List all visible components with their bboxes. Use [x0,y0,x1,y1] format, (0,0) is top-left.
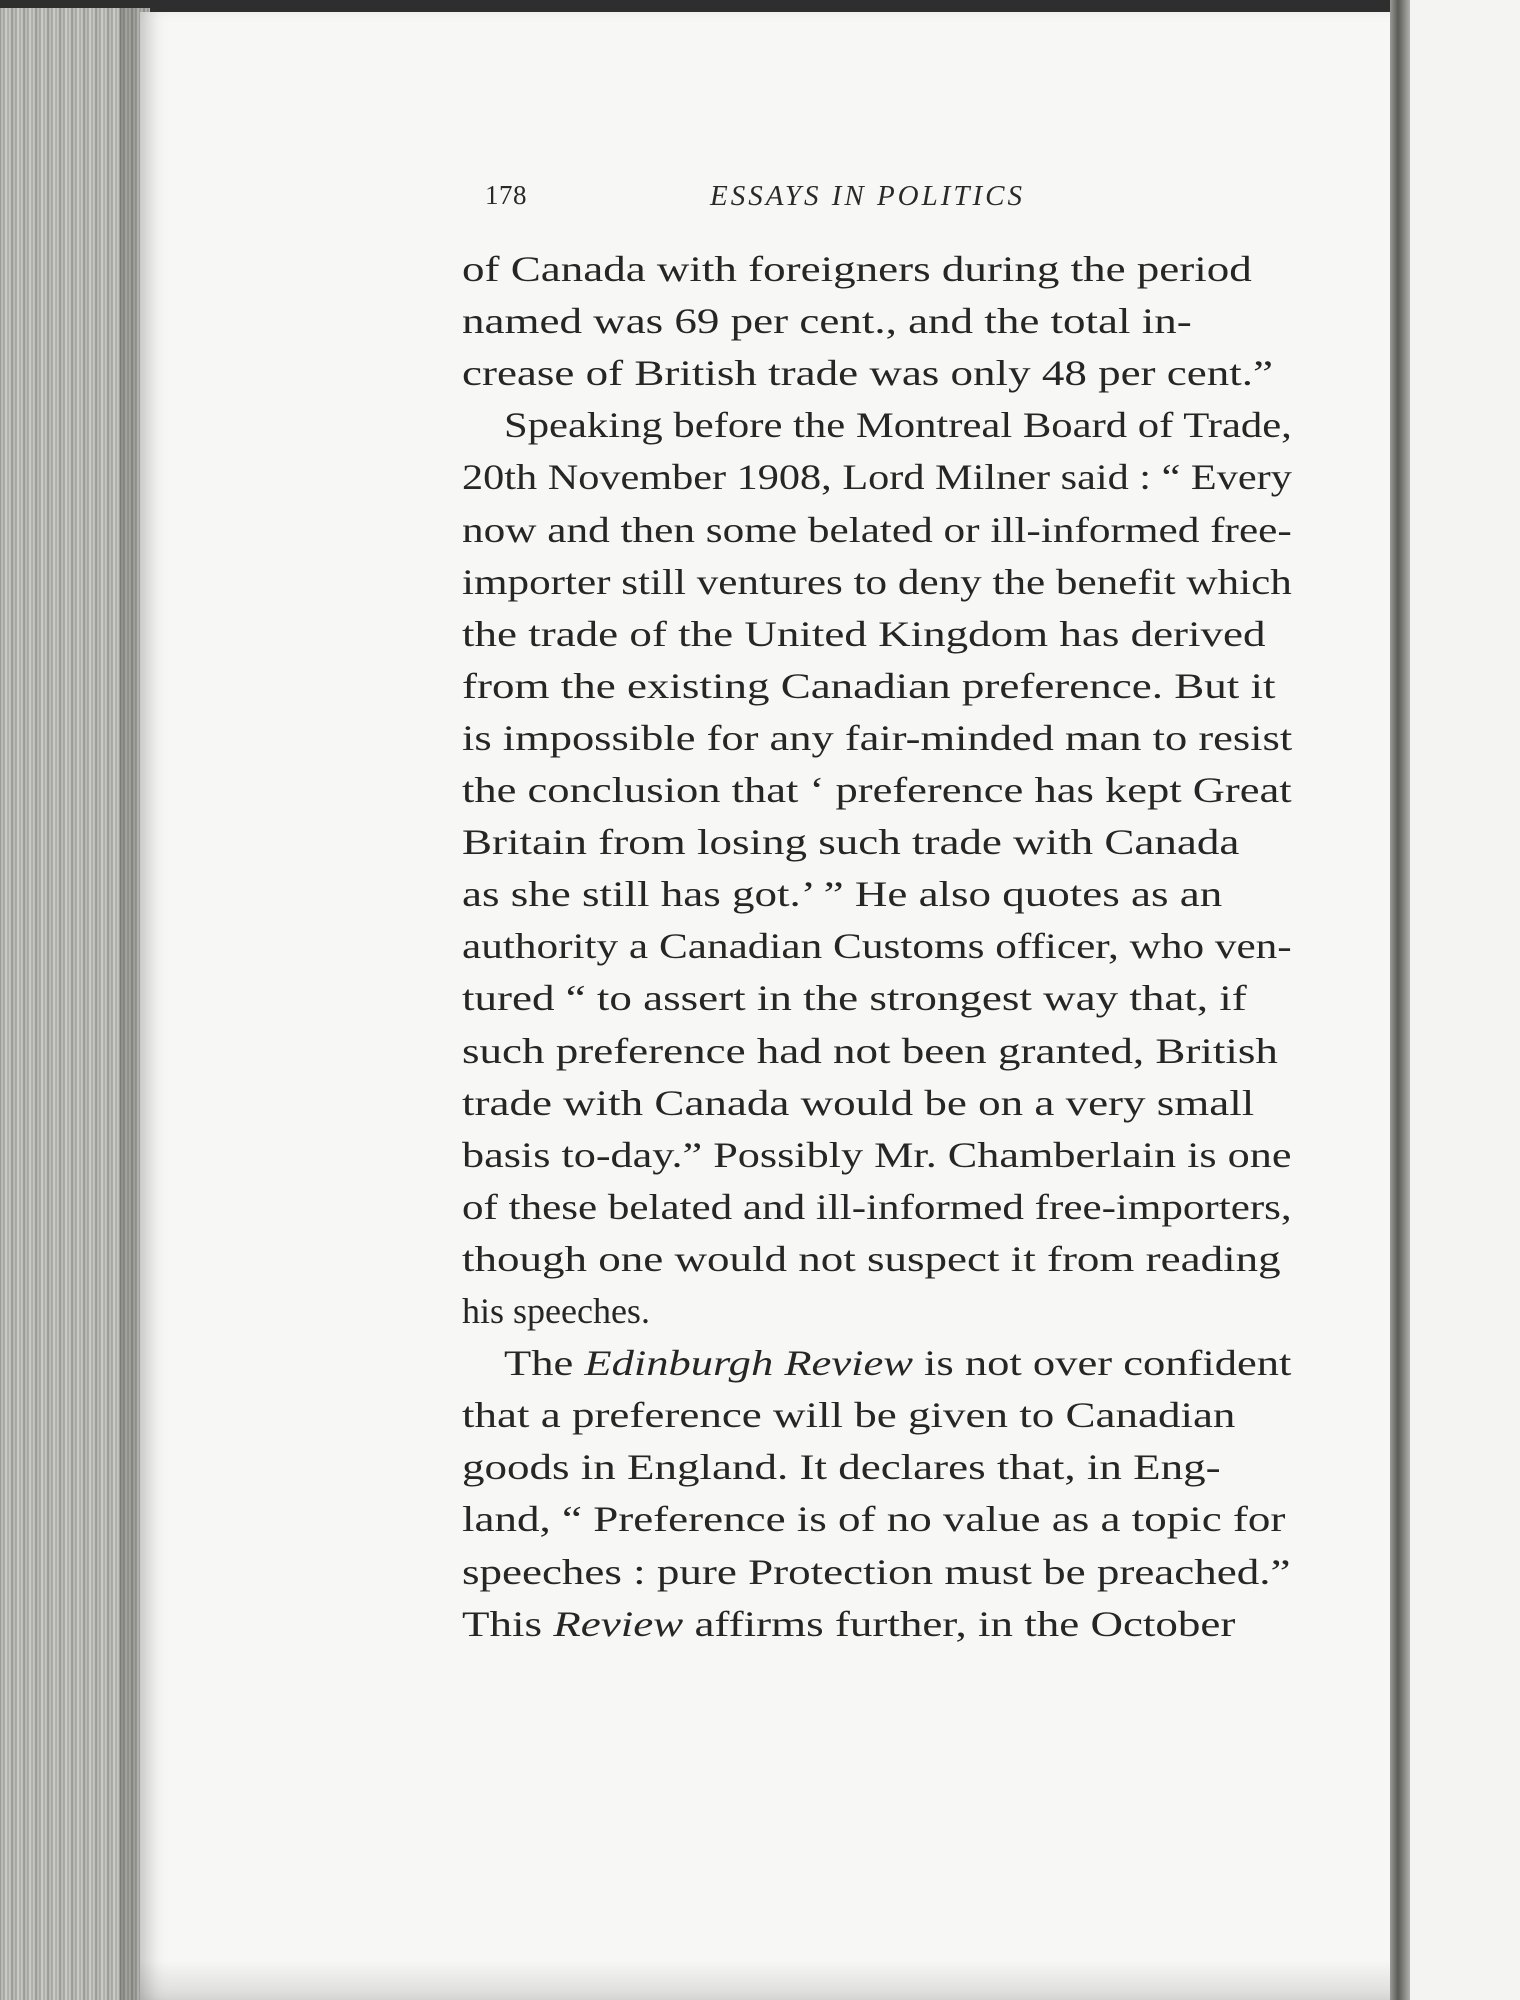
text-line [462,712,1292,764]
italic-title: Review [553,1604,684,1644]
running-title: ESSAYS IN POLITICS [710,180,1026,212]
text-segment: now and then some belated or ill-informed free- [462,510,1292,550]
text-segment: is not over confident [912,1343,1292,1383]
text-segment: though one would not suspect it from reading [462,1239,1281,1279]
text-line [462,1077,1254,1129]
text-line [462,1546,1290,1598]
text-line [504,1337,1291,1389]
text-line [462,1285,650,1337]
text-line [462,868,1222,920]
text-segment: as she still has got.’ ” He also quotes as an [462,874,1223,914]
text-line [462,1129,1292,1181]
text-segment: speeches : pure Protection must be preached.” [462,1552,1291,1592]
page-bottom-shadow [140,1960,1390,2000]
text-line [462,1598,1235,1650]
text-line [462,504,1292,556]
running-head [485,180,1080,222]
text-segment: his speeches. [462,1291,650,1331]
text-segment: land, “ Preference is of no value as a topic for [462,1499,1286,1539]
text-segment: This [462,1604,554,1644]
text-segment: crease of British trade was only 48 per cent.” [462,353,1273,393]
text-line [462,347,1273,399]
text-segment: Britain from losing such trade with Canada [462,822,1240,862]
text-segment: goods in England. It declares that, in Eng- [462,1447,1221,1487]
text-line [462,1441,1221,1493]
text-line [462,608,1266,660]
text-line [462,451,1292,503]
text-segment: named was 69 per cent., and the total in- [462,301,1192,341]
text-segment: affirms further, in the October [683,1604,1236,1644]
text-segment: basis to-day.” Possibly Mr. Chamberlain is one [462,1135,1292,1175]
text-segment: trade with Canada would be on a very small [462,1083,1255,1123]
facing-page [1410,0,1520,2000]
text-line [462,1181,1292,1233]
text-segment: is impossible for any fair-minded man to resist [462,718,1293,758]
text-line [462,1389,1235,1441]
text-segment: such preference had not been granted, British [462,1031,1278,1071]
text-segment: 20th November 1908, Lord Milner said : “ Every [462,457,1292,497]
text-line [462,764,1292,816]
italic-title: Edinburgh Review [584,1343,913,1383]
text-line [462,1493,1285,1545]
text-segment: importer still ventures to deny the benefit which [462,562,1292,602]
text-line [462,1025,1278,1077]
text-segment: from the existing Canadian preference. But it [462,666,1276,706]
book-gutter [1390,0,1410,2000]
text-line [462,972,1247,1024]
text-line [462,1233,1281,1285]
text-line [462,920,1292,972]
text-line [462,816,1239,868]
text-segment: the conclusion that ‘ preference has kept Great [462,770,1292,810]
text-segment: tured “ to assert in the strongest way that, if [462,978,1247,1018]
text-segment: of Canada with foreigners during the period [462,249,1252,289]
text-segment: authority a Canadian Customs officer, who ven- [462,926,1292,966]
text-line [504,399,1292,451]
text-line [462,660,1275,712]
page-number: 178 [485,180,527,210]
text-segment: of these belated and ill-informed free-importers, [462,1187,1292,1227]
text-segment: Speaking before the Montreal Board of Trade, [504,405,1292,445]
text-line [462,556,1292,608]
text-segment: the trade of the United Kingdom has derived [462,614,1266,654]
text-line [462,243,1252,295]
text-segment: that a preference will be given to Canadian [462,1395,1236,1435]
text-line [462,295,1192,347]
text-segment: The [504,1343,585,1383]
